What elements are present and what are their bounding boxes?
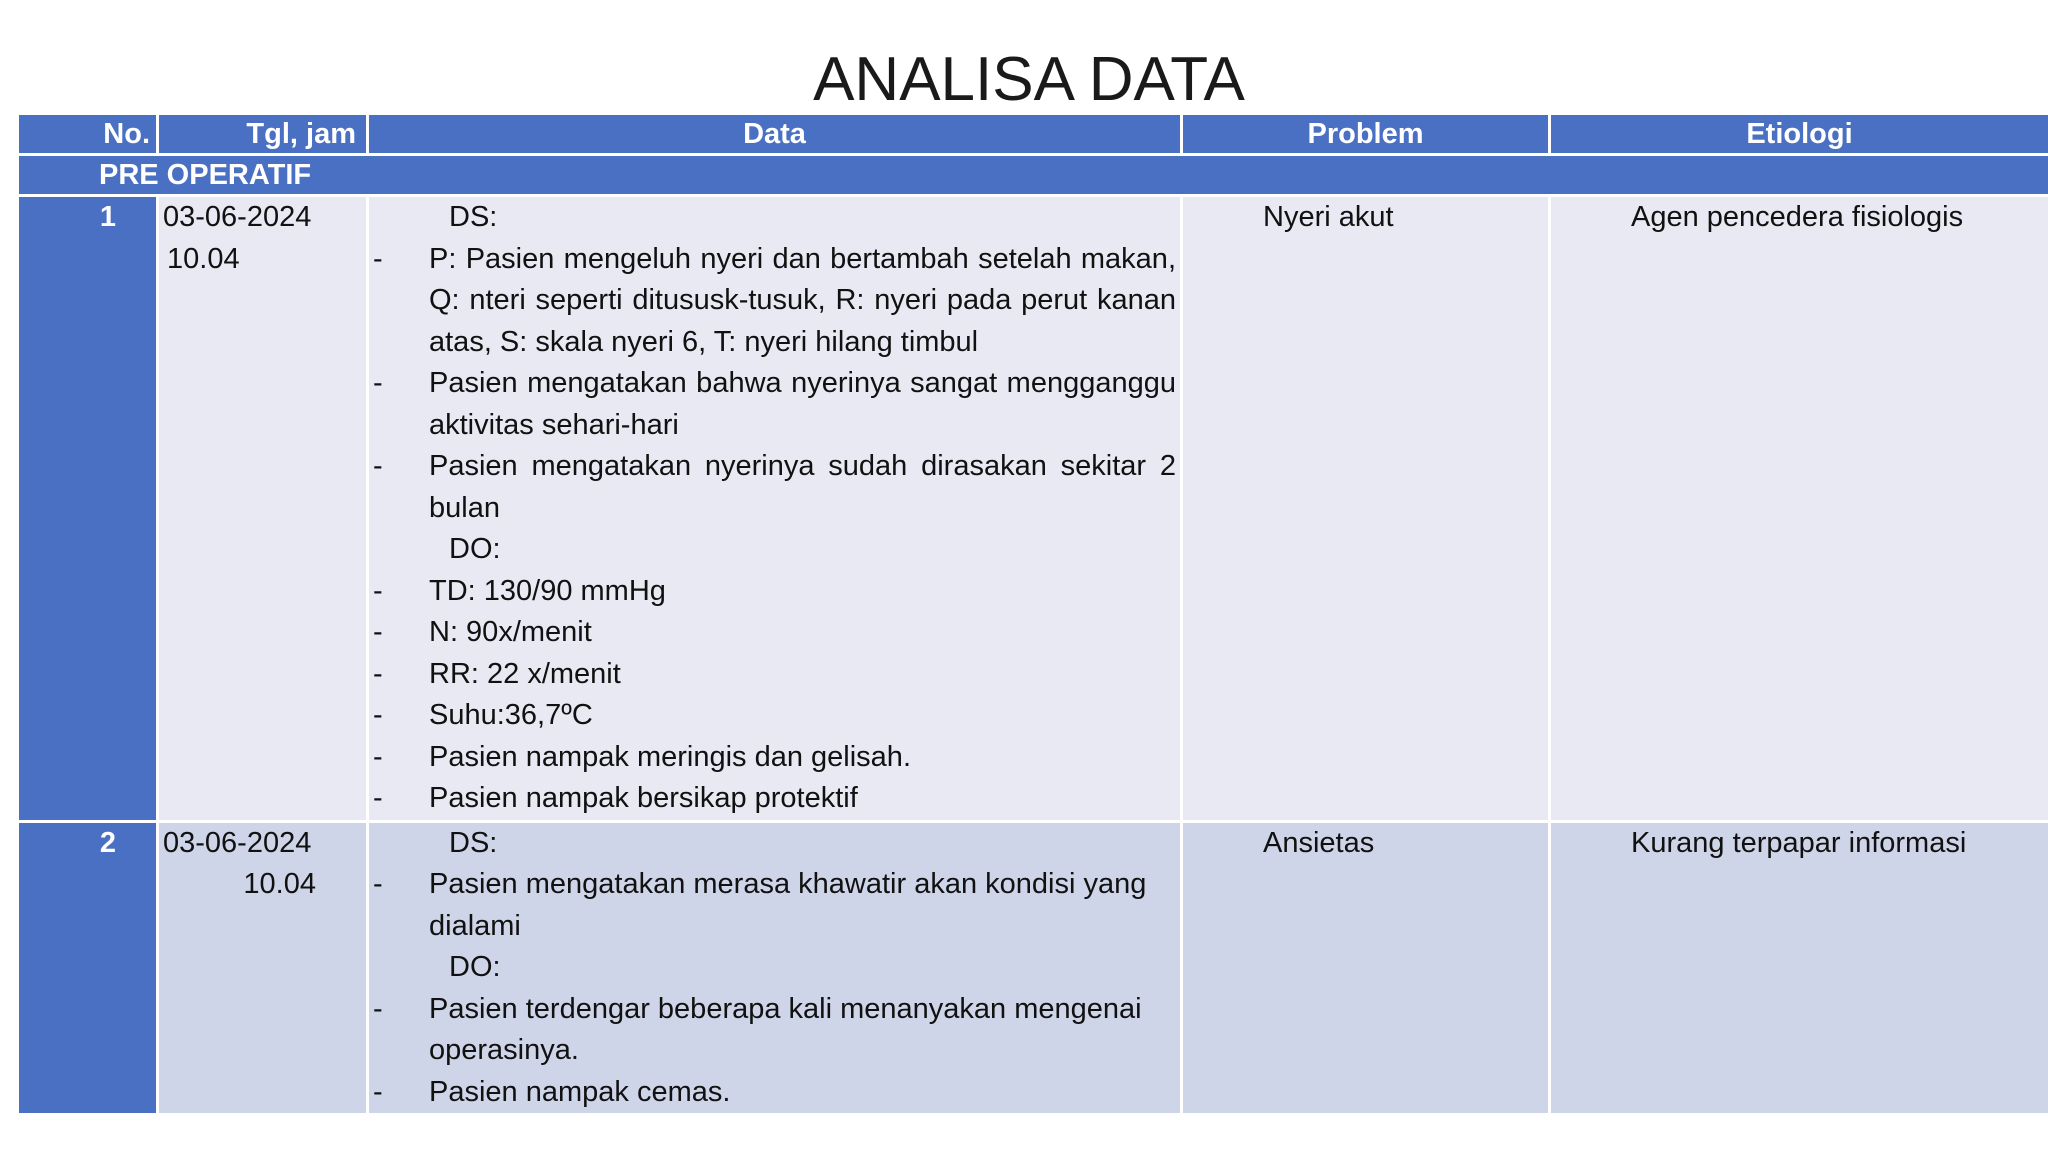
ds-item: - Pasien mengatakan nyerinya sudah dirasakan sekitar 2 bulan [369,446,1176,529]
header-no: No. [18,114,158,155]
do-item: - Pasien nampak cemas. [369,1072,1176,1114]
row-problem: Nyeri akut [1182,196,1550,822]
row-etiologi: Kurang terpapar informasi [1550,821,2048,1115]
do-item: - RR: 22 x/menit [369,654,1176,696]
do-item: - Pasien nampak bersikap protektif [369,778,1176,820]
do-item: - TD: 130/90 mmHg [369,571,1176,613]
row-date-time [158,821,368,1115]
table-row [18,196,2048,822]
row-data [368,821,1182,1115]
row-number: 1 [18,196,158,822]
ds-item: - Pasien mengatakan merasa khawatir akan kondisi yang dialami [369,864,1176,947]
row-data [368,196,1182,822]
page-title: ANALISA DATA [813,45,1245,114]
analisa-data-table [16,112,2048,1116]
row-date: 03-06-2024 [163,826,312,859]
header-problem: Problem [1182,114,1550,155]
row-date: 03-06-2024 [163,201,312,233]
do-item: - N: 90x/menit [369,612,1176,654]
do-label: DO: [449,533,501,565]
ds-label: DS: [449,201,498,233]
do-item: - Suhu:36,7ºC [369,695,1176,737]
ds-item: - P: Pasien mengeluh nyeri dan bertambah setelah makan, Q: nteri seperti ditususk-tusuk, R: nyeri pada perut kanan atas, S: skala nyeri 6, T: nyeri hilang timbul [369,239,1176,364]
section-row [18,155,2048,196]
ds-label: DS: [449,826,498,859]
header-data: Data [368,114,1182,155]
ds-item: - Pasien mengatakan bahwa nyerinya sangat mengganggu aktivitas sehari-hari [369,363,1176,446]
row-problem: Ansietas [1182,821,1550,1115]
header-row [18,114,2048,155]
row-etiologi: Agen pencedera fisiologis [1550,196,2048,822]
row-date-time [158,196,368,822]
row-time: 10.04 [167,242,240,275]
header-etiologi: Etiologi [1550,114,2048,155]
row-number: 2 [18,821,158,1115]
header-tgl-jam: Tgl, jam [158,114,368,155]
do-item: - Pasien nampak meringis dan gelisah. [369,737,1176,779]
table-row [18,821,2048,1115]
row-time: 10.04 [243,868,316,900]
do-item: - Pasien terdengar beberapa kali menanyakan mengenai operasinya. [369,989,1176,1072]
do-label: DO: [449,951,501,983]
section-label: PRE OPERATIF [18,155,2048,196]
